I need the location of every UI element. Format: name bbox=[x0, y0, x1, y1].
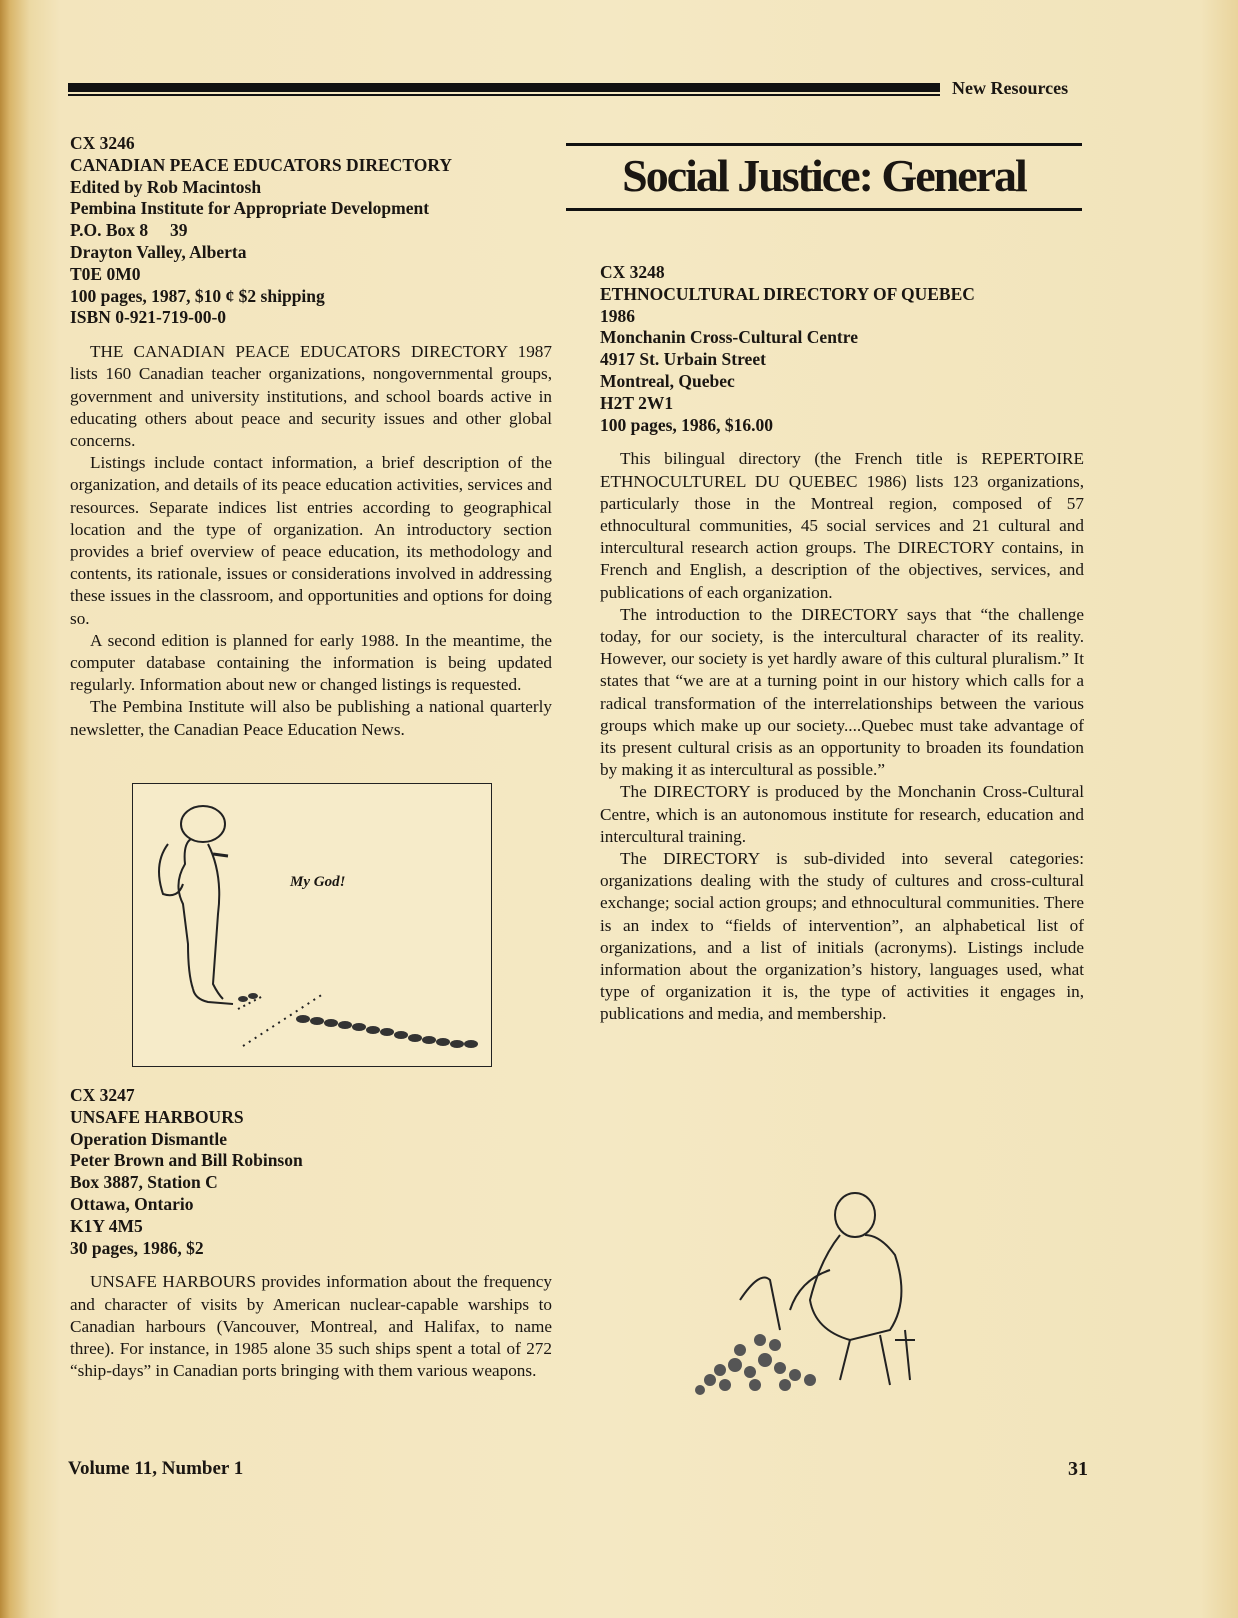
page-title: Social Justice: General bbox=[566, 143, 1082, 211]
entry-paragraph: The DIRECTORY is sub-divided into several categories: organizations dealing with the study of cultures and cross-cultural exchange; social action groups; and ethnocultural communities. There is an index to “fields of intervention”, an alphabetical list of organizations, and a list of initials (acronyms). Listings include information about the organization’s history, languages used, what type of organization it is, the type of activities it engages in, publications and media, and membership. bbox=[600, 849, 1084, 1024]
entry-header-line: Ottawa, Ontario bbox=[70, 1193, 194, 1214]
entry-paragraph: Listings include contact information, a brief description of the organization, and details of its peace education activities, services and resources. Separate indices list entries according to geographical location and the type of organization. An introductory section provides a brief overview of peace education, its methodology and contents, its rationale, issues or considerations involved in addressing these issues in the classroom, and opportunities and options for doing so. bbox=[70, 453, 552, 628]
entry-header-line: Pembina Institute for Appropriate Development bbox=[70, 198, 430, 219]
entry-cx3246 bbox=[70, 133, 552, 741]
entry-header-line: Operation Dismantle bbox=[70, 1128, 228, 1149]
entry-header-line: CX 3248 bbox=[600, 262, 665, 282]
entry-header-line: 100 pages, 1987, $10 ¢ $2 shipping bbox=[70, 285, 325, 306]
entry-header-line: K1Y 4M5 bbox=[70, 1215, 143, 1236]
entry-header-line: Montreal, Quebec bbox=[600, 370, 735, 391]
entry-cx3247 bbox=[70, 1085, 552, 1382]
entry-paragraph: THE CANADIAN PEACE EDUCATORS DIRECTORY 1987 lists 160 Canadian teacher organizations, nongovernmental groups, government and university institutions, and school boards active in educating others about peace and security issues and other global concerns. bbox=[70, 342, 552, 450]
entry-paragraph: UNSAFE HARBOURS provides information about the frequency and character of visits by American nuclear-capable warships to Canadian harbours (Vancouver, Montreal, and Halifax, to name three). For instance, in 1985 alone 35 such ships spent a total of 272 “ship-days” in Canadian ports bringing with them various weapons. bbox=[70, 1272, 552, 1381]
entry-header bbox=[70, 1085, 552, 1259]
header-rule bbox=[68, 83, 940, 92]
entry-header-line: UNSAFE HARBOURS bbox=[70, 1106, 244, 1127]
entry-header-line: 4917 St. Urbain Street bbox=[600, 349, 766, 370]
entry-header-line: 1986 bbox=[600, 305, 635, 326]
header-rule-thin bbox=[68, 94, 940, 96]
entry-header bbox=[600, 262, 1084, 436]
entry-header-line: Drayton Valley, Alberta bbox=[70, 241, 247, 262]
entry-header-line: ISBN 0-921-719-00-0 bbox=[70, 307, 227, 328]
cartoon-caption: My God! bbox=[290, 874, 346, 890]
section-label: New Resources bbox=[952, 78, 1069, 98]
entry-header-line: CX 3247 bbox=[70, 1085, 135, 1105]
entry-header-line: Box 3887, Station C bbox=[70, 1172, 218, 1193]
entry-header-line: Edited by Rob Macintosh bbox=[70, 176, 262, 197]
entry-paragraph: The introduction to the DIRECTORY says that “the challenge today, for our society, is the intercultural character of its reality. However, our society is yet hardly aware of this cultural pluralism.” It states that “we are at a turning point in our history which calls for a radical transformation of the interrelationships between the various groups which make up our society....Quebec must take advantage of its present cultural crisis as an opportunity to broaden its foundation by making it as intercultural as possible.” bbox=[600, 604, 1084, 780]
volume-number: Volume 11, Number 1 bbox=[68, 1458, 244, 1479]
cartoon-illustration bbox=[132, 783, 492, 1067]
seated-man-illustration bbox=[680, 1180, 1000, 1415]
entry-header-line: 100 pages, 1986, $16.00 bbox=[600, 414, 774, 435]
entry-paragraph: A second edition is planned for early 1988. In the meantime, the computer database containing the information is being updated regularly. Information about new or changed listings is requested. bbox=[70, 630, 552, 695]
entry-header-line: CX 3246 bbox=[70, 133, 135, 153]
entry-header-line: P.O. Box 8 39 bbox=[70, 220, 188, 241]
entry-paragraph: The Pembina Institute will also be publishing a national quarterly newsletter, the Canadian Peace Education News. bbox=[70, 697, 552, 739]
entry-header-line: CANADIAN PEACE EDUCATORS DIRECTORY bbox=[70, 154, 453, 175]
cartoon-drawing bbox=[133, 784, 491, 1066]
drawing bbox=[680, 1180, 1000, 1410]
entry-header-line: 30 pages, 1986, $2 bbox=[70, 1237, 204, 1258]
entry-header-line: H2T 2W1 bbox=[600, 392, 674, 413]
entry-header-line: Monchanin Cross-Cultural Centre bbox=[600, 327, 858, 348]
entry-header-line: ETHNOCULTURAL DIRECTORY OF QUEBEC bbox=[600, 283, 975, 304]
entry-cx3248 bbox=[600, 262, 1084, 1026]
entry-header-line: T0E 0M0 bbox=[70, 263, 141, 284]
entry-header bbox=[70, 133, 552, 329]
page-number: 31 bbox=[1068, 1458, 1088, 1480]
entry-paragraph: The DIRECTORY is produced by the Monchanin Cross-Cultural Centre, which is an autonomous institute for research, education and intercultural training. bbox=[600, 782, 1084, 846]
entry-paragraph: This bilingual directory (the French title is REPERTOIRE ETHNOCULTUREL DU QUEBEC 1986) lists 123 organizations, particularly those in the Montreal region, composed of 57 ethnocultural communities, 45 social services and 21 cultural and intercultural research action groups. The DIRECTORY contains, in French and English, a description of the objectives, services, and publications of each organization. bbox=[600, 449, 1084, 602]
entry-header-line: Peter Brown and Bill Robinson bbox=[70, 1150, 303, 1171]
